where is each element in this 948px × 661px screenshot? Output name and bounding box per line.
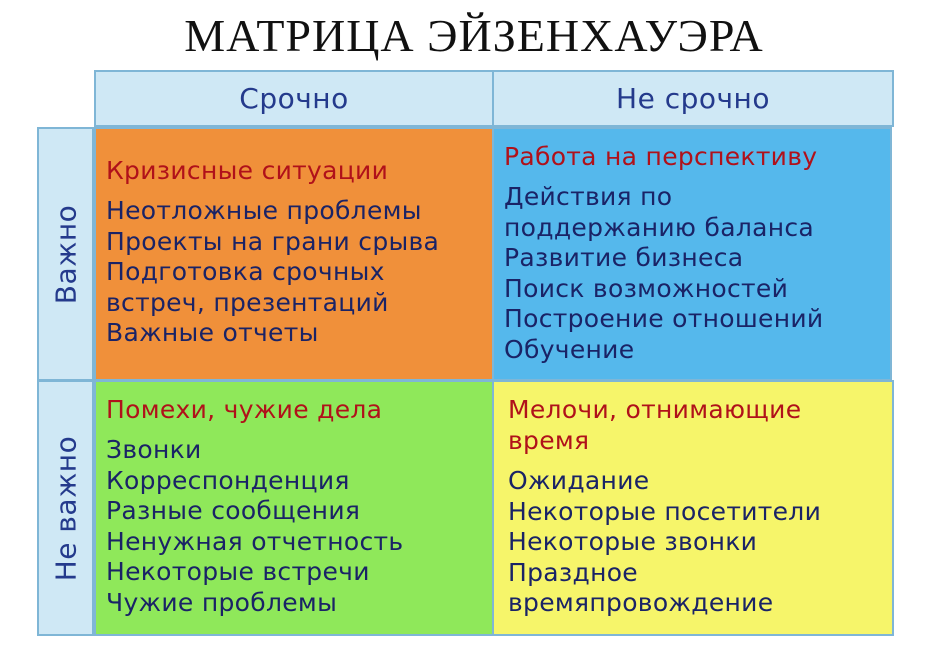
list-item: Корреспонденция [106, 465, 350, 495]
quadrant-urgent-not-important [94, 380, 494, 636]
row-header-label: Не важно [49, 435, 83, 581]
list-item: встреч, презентаций [106, 287, 389, 317]
list-item: времяпровождение [508, 588, 774, 617]
list-item: поддержанию баланса [504, 212, 815, 242]
list-item: Проекты на грани срыва [106, 226, 440, 256]
list-item: Поиск возможностей [504, 273, 789, 303]
row-header-label: Важно [49, 204, 82, 304]
list-item: Подготовка срочных [106, 257, 385, 286]
list-item: Некоторые встречи [106, 557, 370, 586]
list-item: Неотложные проблемы [106, 196, 422, 225]
quadrant-heading: Мелочи, отнимающие [508, 395, 802, 424]
list-item: Ожидание [508, 466, 650, 495]
list-item: Построение отношений [504, 304, 824, 333]
quadrant-not-urgent-not-important [492, 380, 894, 636]
quadrant-heading: Работа на перспективу [504, 142, 818, 171]
list-item: Обучение [504, 334, 635, 364]
page-title: МАТРИЦА ЭЙЗЕНХАУЭРА [184, 10, 764, 61]
list-item: Некоторые звонки [508, 527, 758, 556]
row-header-important [37, 127, 94, 381]
list-item: Звонки [106, 435, 202, 464]
column-header-label: Не срочно [616, 82, 770, 115]
quadrant-heading: время [508, 426, 590, 455]
list-item: Праздное [508, 557, 638, 587]
quadrant-heading: Кризисные ситуации [106, 156, 389, 185]
quadrant-heading: Помехи, чужие дела [106, 395, 383, 424]
list-item: Разные сообщения [106, 496, 361, 525]
quadrant-not-urgent-important [492, 127, 892, 381]
list-item: Ненужная отчетность [106, 526, 404, 556]
list-item: Важные отчеты [106, 318, 319, 347]
list-item: Действия по [504, 182, 673, 211]
column-header-label: Срочно [239, 82, 349, 115]
column-header-urgent [94, 70, 494, 127]
quadrant-urgent-important [94, 127, 494, 381]
list-item: Чужие проблемы [106, 587, 338, 617]
list-item: Некоторые посетители [508, 496, 822, 526]
row-header-not-important [37, 380, 94, 636]
column-header-not-urgent [492, 70, 894, 127]
list-item: Развитие бизнеса [504, 243, 744, 272]
